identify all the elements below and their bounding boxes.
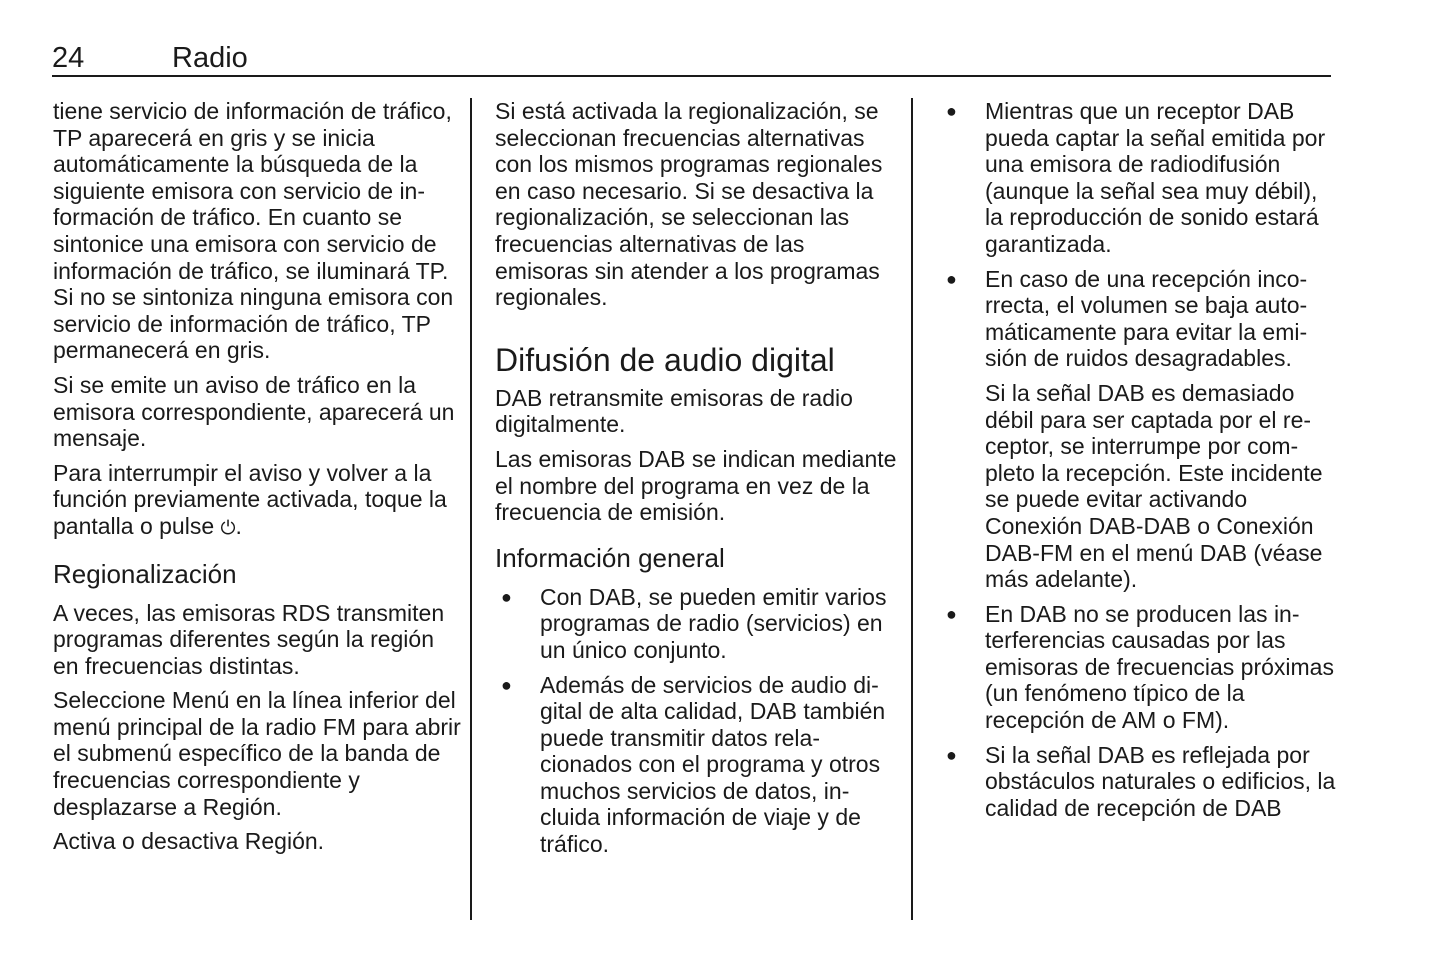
paragraph-dab-names: Las emisoras DAB se indican mediante el nombre del programa en vez de la frecuencia de emisión. (495, 445, 897, 526)
page-header (52, 40, 1331, 76)
heading-regionalization: Regionalización (53, 558, 237, 589)
list-item: ● En DAB no se producen las interferencias causadas por las emisoras de frecuencias próximas (un fenómeno típico de la recepción de AM o FM). (940, 601, 1340, 734)
heading-general-info: Información general (495, 542, 725, 573)
list-item: ● Además de servicios de audio digital de alta calidad, DAB también puede transmitir datos relacionados con el programa y otros muchos servicios de datos, incluida información de viaje y de tráfico. (495, 672, 897, 858)
list-item: ● Mientras que un receptor DAB pueda captar la señal emitida por una emisora de radiodifusión (aunque la señal sea muy débil), la reproducción de sonido estará garantizada. (940, 98, 1340, 258)
heading-dab: Difusión de audio digital (495, 341, 835, 378)
column-divider-1 (470, 98, 472, 920)
interrupt-text: Para interrumpir el aviso y volver a la función previamente activada, toque la pantalla o pulse (53, 459, 447, 539)
paragraph-interrupt-announcement (53, 460, 463, 542)
list-item: ● Si la señal DAB es reflejada por obstáculos naturales o edificios, la calidad de recepción de DAB (940, 742, 1340, 822)
paragraph-traffic-announcement: Si se emite un aviso de tráfico en la emisora correspondiente, aparecerá un mensaje. (53, 371, 455, 452)
page-number: 24 (52, 42, 85, 74)
paragraph-regionalization-active: Si está activada la regionalización, se seleccionan frecuencias alternativas con los mismos programas regionales en caso necesario. Si se desactiva la regionalización, se seleccionan las frecuencias alternativas de las emisoras sin atender a los programas regionales. (495, 98, 883, 311)
interrupt-text-end: . (235, 512, 242, 539)
list-item: ● En caso de una recepción incorrecta, el volumen se baja automáticamente para evitar la emisión de ruidos desagradables. (940, 266, 1340, 372)
column-2 (495, 98, 897, 866)
column-1 (53, 98, 463, 863)
column-3 (940, 98, 1340, 829)
list-item: ● Con DAB, se pueden emitir varios programas de radio (servicios) en un único conjunto. (495, 584, 897, 664)
header-rule (52, 75, 1331, 77)
section-title: Radio (172, 42, 248, 74)
paragraph-dab-intro: DAB retransmite emisoras de radio digitalmente. (495, 384, 853, 438)
paragraph-select-menu: Seleccione Menú en la línea inferior del menú principal de la radio FM para abrir el submenú específico de la banda de frecuencias correspondiente y desplazarse a Región. (53, 687, 461, 820)
power-icon: ⏻ (220, 516, 236, 539)
column-divider-2 (911, 98, 913, 920)
paragraph-rds-regions: A veces, las emisoras RDS transmiten programas diferentes según la región en frecuencias distintas. (53, 599, 445, 679)
list-item-continuation: Si la señal DAB es demasiado débil para ser captada por el receptor, se interrumpe por completo la recepción. Este incidente se puede evitar activando Conexión DAB-DAB o Conexión DAB-FM en el menú DAB (véase más adelante). (985, 379, 1323, 593)
paragraph-toggle-region: Activa o desactiva Región. (53, 828, 325, 855)
paragraph-tp-gray: tiene servicio de información de tráfico, TP aparecerá en gris y se inicia automáticamente la búsqueda de la siguiente emisora con servicio de información de tráfico. En cuanto se sintonice una emisora con servicio de información de tráfico, se iluminará TP. Si no se sintoniza ninguna emisora con servicio de información de tráfico, TP permanecerá en gris. (53, 98, 454, 364)
dab-features-list (940, 98, 1340, 821)
general-info-list (495, 584, 897, 858)
